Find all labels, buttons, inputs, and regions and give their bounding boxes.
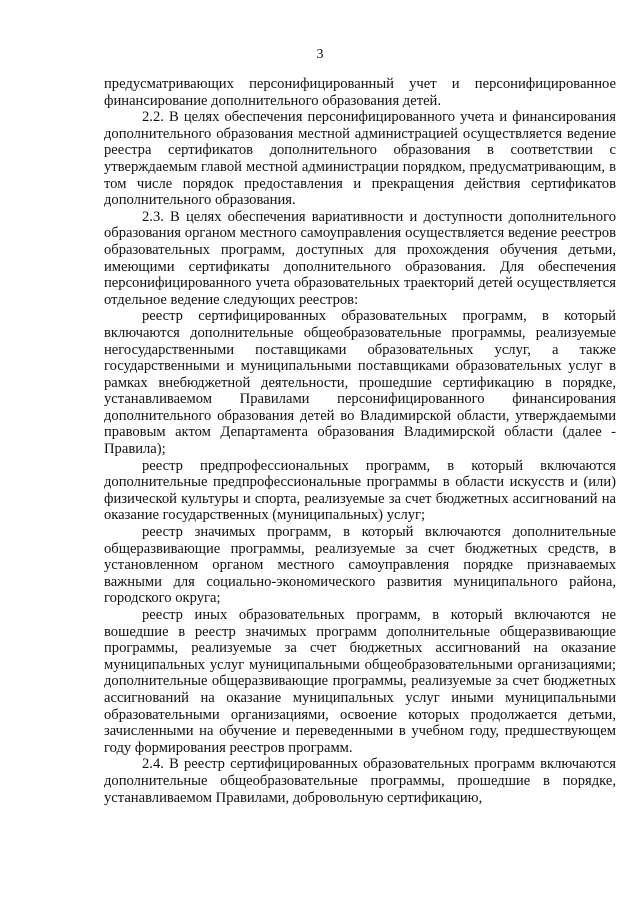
paragraph-significant-programs-registry: реестр значимых программ, в который включаются дополнительные общеразвивающие программы, реализуемые за счет бюджетных средств, в установленном органом местного самоуправления порядке признаваемых важными для социально-экономического развития муниципального района, городского округа; — [104, 524, 616, 607]
paragraph-preprofessional-programs-registry: реестр предпрофессиональных программ, в который включаются дополнительные предпрофессиональные программы в области искусств и (или) физической культуры и спорта, реализуемые за счет бюджетных ассигнований на оказание государственных (муниципальных) услуг; — [104, 457, 616, 524]
page-number: 3 — [316, 47, 324, 62]
paragraph-other-programs-registry: реестр иных образовательных программ, в который включаются не вошедшие в реестр значимых программ дополнительные общеразвивающие программы, реализуемые за счет бюджетных ассигнований на оказание муниципальных услуг муниципальными общеобразовательными организациями; дополнительные общеразвивающие программы, реализуемые за счет бюджетных ассигнований на оказание муниципальных услуг иными муниципальными образовательными организациями, освоение которых продолжается детьми, зачисленными на обучение и переведенными в учебном году, предшествующем году формирования реестров программ. — [104, 607, 616, 756]
paragraph-2-2: 2.2. В целях обеспечения персонифицированного учета и финансирования дополнительного образования местной администрацией осуществляется ведение реестра сертификатов дополнительного образования в соответствии с утверждаемым главой местной администрации порядком, предусматривающим, в том числе порядок предоставления и прекращения действия сертификатов дополнительного образования. — [104, 109, 616, 209]
paragraph-continuation: предусматривающих персонифицированный учет и персонифицированное финансирование дополнительного образования детей. — [104, 76, 616, 109]
document-body — [104, 76, 616, 806]
paragraph-certified-programs-registry: реестр сертифицированных образовательных программ, в который включаются дополнительные общеобразовательные программы, реализуемые негосударственными поставщиками образовательных услуг, а также государственными и муниципальными поставщиками образовательных услуг в рамках внебюджетной деятельности, прошедшие сертификацию в порядке, устанавливаемом Правилами персонифицированного финансирования дополнительного образования детей во Владимирской области, утверждаемыми правовым актом Департамента образования Владимирской области (далее - Правила); — [104, 308, 616, 458]
paragraph-2-3: 2.3. В целях обеспечения вариативности и доступности дополнительного образования органом местного самоуправления осуществляется ведение реестров образовательных программ, доступных для прохождения обучения детьми, имеющими сертификаты дополнительного образования. Для обеспечения персонифицированного учета образовательных траекторий детей осуществляется отдельное ведение следующих реестров: — [104, 208, 616, 308]
paragraph-2-4: 2.4. В реестр сертифицированных образовательных программ включаются дополнительные общеобразовательные программы, прошедшие в порядке, устанавливаемом Правилами, добровольную сертификацию, — [104, 756, 616, 806]
